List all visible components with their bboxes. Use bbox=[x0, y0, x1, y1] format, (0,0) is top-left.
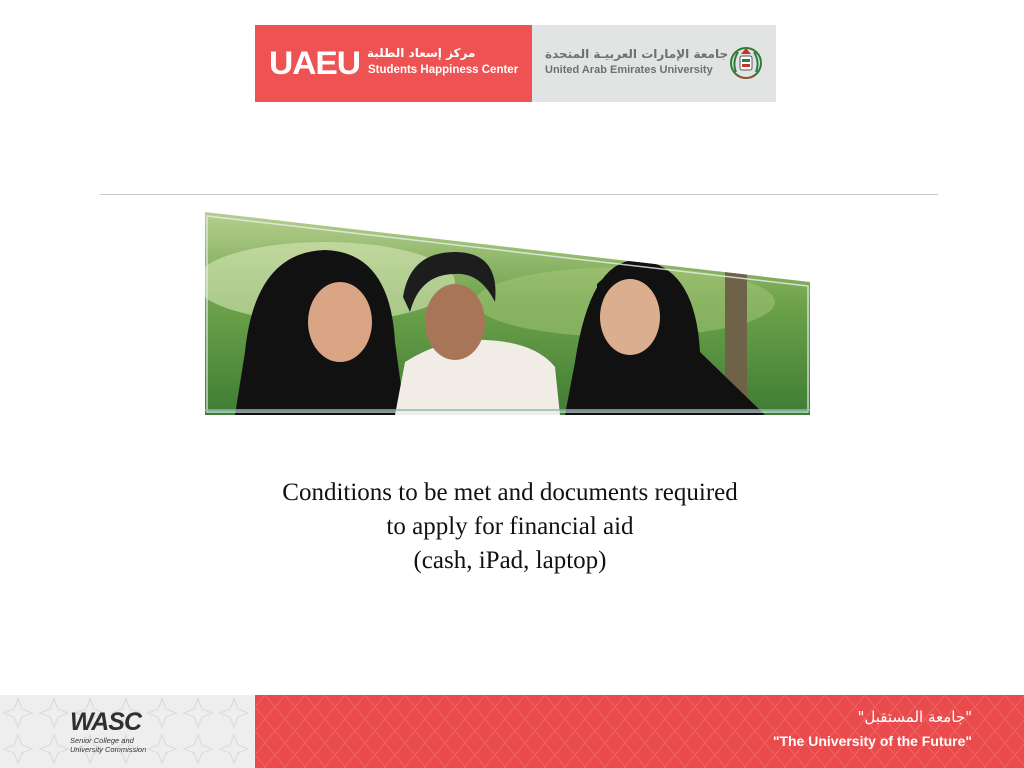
uaeu-emblem-icon bbox=[728, 42, 764, 82]
wasc-subtitle-line-2: University Commission bbox=[70, 745, 147, 754]
center-name-english: Students Happiness Center bbox=[368, 64, 519, 76]
pattern-background-icon bbox=[255, 695, 1024, 768]
university-name-english: United Arab Emirates University bbox=[545, 64, 713, 76]
university-name-arabic: جامعة الإمارات العربيـة المتحدة bbox=[545, 47, 729, 61]
university-name-block bbox=[532, 25, 776, 102]
page-title bbox=[230, 476, 790, 578]
wasc-subtitle bbox=[70, 736, 160, 754]
accreditation-panel bbox=[0, 695, 255, 768]
uaeu-logo-banner bbox=[255, 25, 776, 102]
slogan-english: "The University of the Future" bbox=[772, 733, 972, 749]
header-divider bbox=[100, 194, 938, 195]
slogan-panel bbox=[255, 695, 1024, 768]
center-name-arabic: مركز إسعاد الطلبة bbox=[367, 46, 476, 60]
students-photo bbox=[205, 212, 810, 415]
slogan-arabic: "جامعة المستقبل" bbox=[857, 708, 972, 726]
wasc-subtitle-line-1: Senior College and bbox=[70, 736, 134, 745]
title-line-3: (cash, iPad, laptop) bbox=[413, 547, 607, 574]
title-line-2: to apply for financial aid bbox=[386, 513, 634, 540]
footer-bar bbox=[0, 695, 1024, 768]
title-line-1: Conditions to be met and documents required bbox=[282, 479, 738, 506]
uaeu-wordmark: UAEU bbox=[269, 45, 361, 81]
wasc-logo: WASC bbox=[70, 708, 141, 736]
students-happiness-center-logo bbox=[255, 25, 532, 102]
